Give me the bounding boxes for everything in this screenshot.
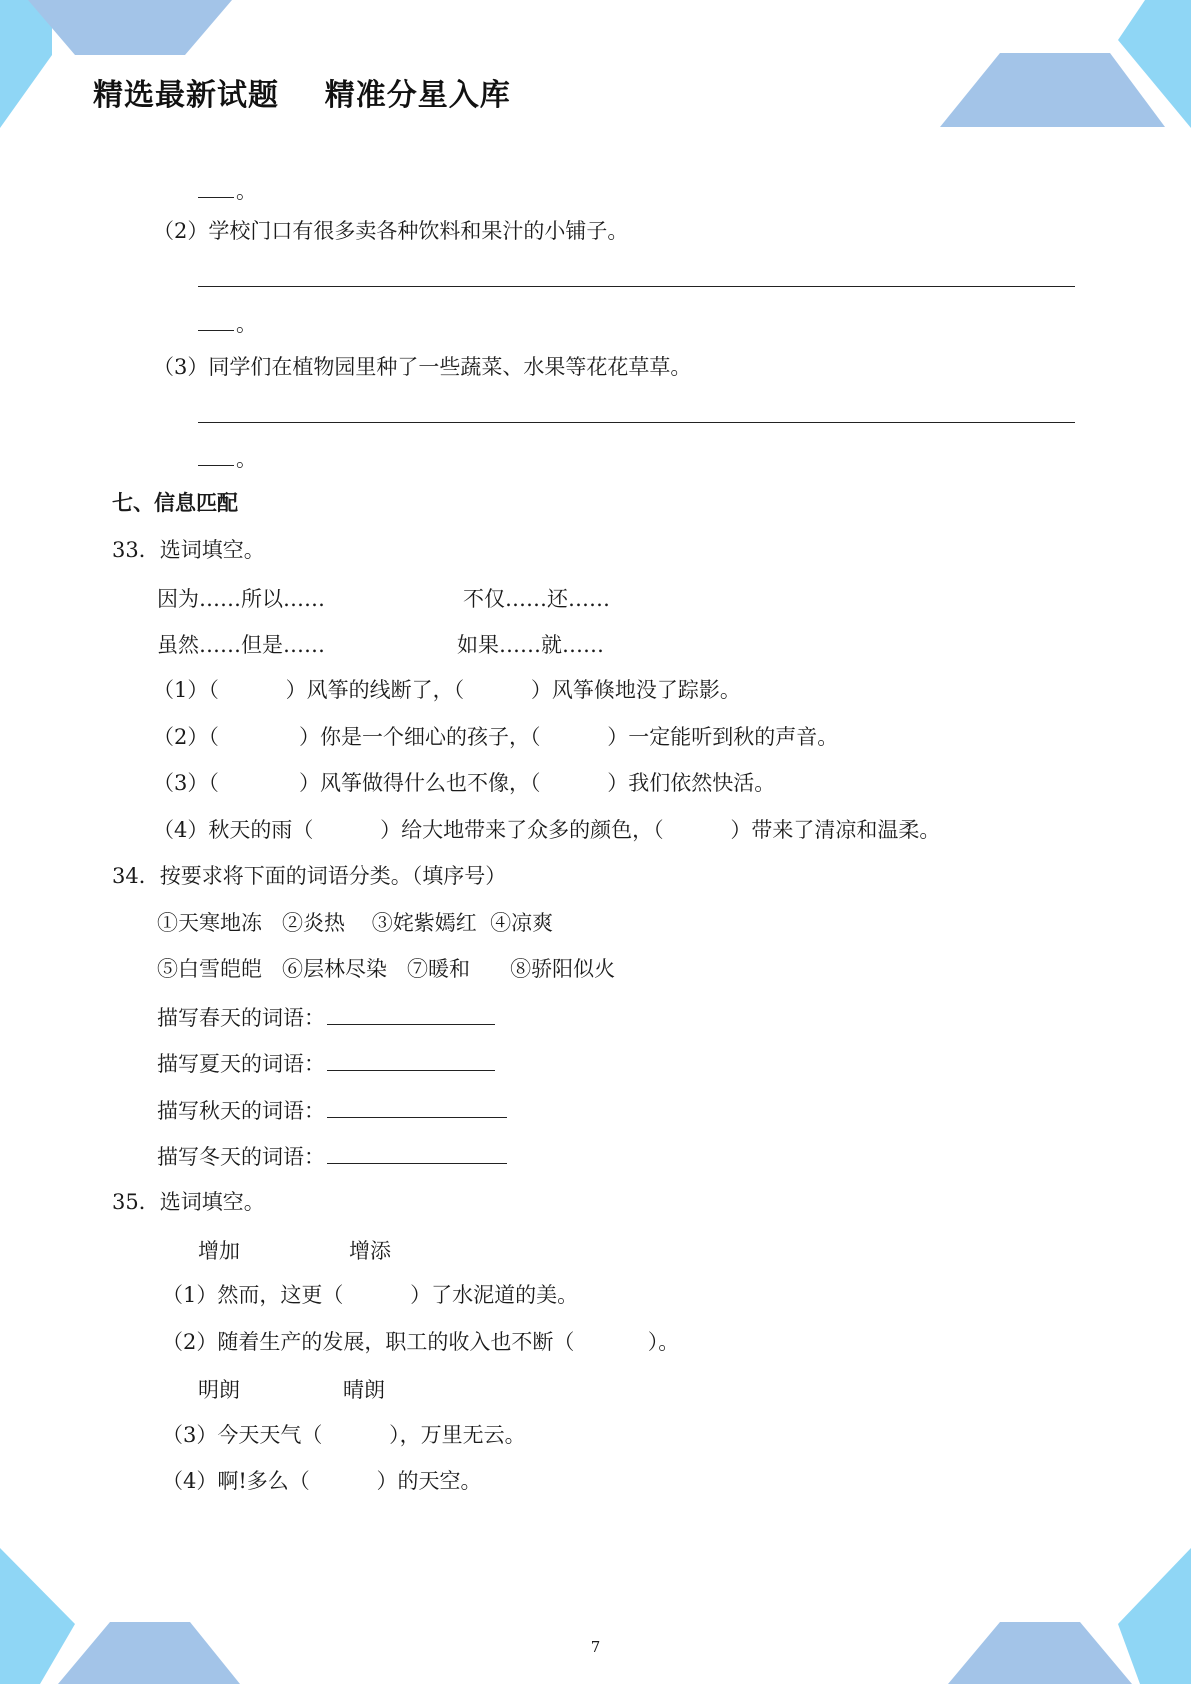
- q33-option-3: 虽然……但是……: [157, 633, 325, 657]
- q35-word-1: 增加: [198, 1239, 240, 1263]
- answer-blank[interactable]: [198, 177, 234, 198]
- answer-line-end-2: 。: [198, 310, 257, 338]
- autumn-answer-line[interactable]: [327, 1095, 507, 1118]
- q34-prompt-summer: 描写夏天的词语：: [157, 1048, 495, 1078]
- q34-prompt-spring: 描写春天的词语：: [157, 1002, 495, 1032]
- q35-item-3[interactable]: （3）今天天气（ ），万里无云。: [162, 1423, 526, 1447]
- q34-words-row-1: ①天寒地冻 ②炎热 ③姹紫嫣红 ④凉爽: [157, 911, 554, 935]
- header-title: 精选最新试题 精准分星入库: [93, 78, 511, 113]
- spring-answer-line[interactable]: [327, 1002, 495, 1025]
- q35-word-2: 增添: [349, 1239, 391, 1263]
- q34-title: 34．按要求将下面的词语分类。（填序号）: [112, 864, 507, 888]
- q34-words-row-2: ⑤白雪皑皑 ⑥层林尽染 ⑦暖和 ⑧骄阳似火: [157, 957, 616, 981]
- q34-prompt-autumn: 描写秋天的词语：: [157, 1095, 507, 1125]
- q33-option-2: 不仅……还……: [463, 587, 610, 611]
- corner-shape-top-left-1: [0, 0, 52, 128]
- q35-word-3: 明朗: [198, 1378, 240, 1402]
- q33-option-4: 如果……就……: [457, 633, 604, 657]
- sentence-item-3: （3）同学们在植物园里种了一些蔬菜、水果等花花草草。: [153, 355, 692, 379]
- answer-rule-2[interactable]: [198, 286, 1075, 287]
- answer-blank[interactable]: [198, 445, 234, 466]
- answer-line-end-1: 。: [198, 177, 257, 205]
- q35-word-4: 晴朗: [343, 1378, 385, 1402]
- q33-item-3[interactable]: （3）（ ）风筝做得什么也不像，（ ）我们依然快活。: [153, 771, 776, 795]
- q35-item-4[interactable]: （4）啊!多么（ ）的天空。: [162, 1469, 482, 1493]
- sentence-item-2: （2）学校门口有很多卖各种饮料和果汁的小铺子。: [153, 219, 629, 243]
- winter-answer-line[interactable]: [327, 1141, 507, 1164]
- q33-title: 33．选词填空。: [112, 538, 265, 562]
- answer-line-end-3: 。: [198, 445, 257, 473]
- corner-shape-top-right-2: [940, 53, 1165, 127]
- section-heading: 七、信息匹配: [112, 491, 238, 515]
- q33-item-4[interactable]: （4）秋天的雨（ ）给大地带来了众多的颜色，（ ）带来了清凉和温柔。: [153, 818, 941, 842]
- q34-prompt-winter: 描写冬天的词语：: [157, 1141, 507, 1171]
- corner-shape-bottom-right-1: [1118, 1548, 1191, 1684]
- q35-title: 35．选词填空。: [112, 1190, 265, 1214]
- answer-blank[interactable]: [198, 310, 234, 331]
- page-number: 7: [590, 1638, 601, 1656]
- q35-item-2[interactable]: （2）随着生产的发展，职工的收入也不断（ ）。: [162, 1330, 680, 1354]
- q33-item-2[interactable]: （2）（ ）你是一个细心的孩子，（ ）一定能听到秋的声音。: [153, 725, 839, 749]
- q33-item-1[interactable]: （1）（ ）风筝的线断了，（ ）风筝倏地没了踪影。: [153, 678, 741, 702]
- corner-shape-bottom-left-1: [0, 1548, 75, 1684]
- corner-shape-top-left-2: [28, 0, 232, 55]
- q35-item-1[interactable]: （1）然而，这更（ ）了水泥道的美。: [162, 1283, 579, 1307]
- answer-rule-3[interactable]: [198, 422, 1075, 423]
- summer-answer-line[interactable]: [327, 1048, 495, 1071]
- q33-option-1: 因为……所以……: [157, 587, 325, 611]
